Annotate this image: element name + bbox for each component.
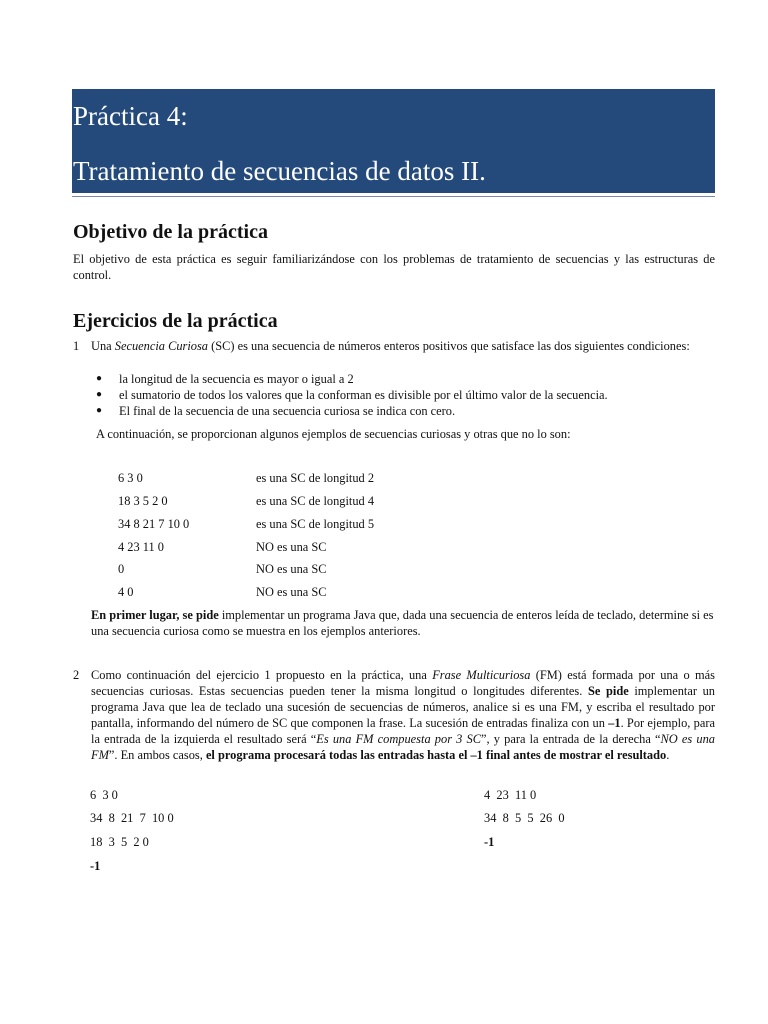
left-input-line: 6 3 0 bbox=[90, 788, 118, 802]
ex2-text: Como continuación del ejercicio 1 propuesto en la práctica, una bbox=[91, 668, 433, 682]
ex2-emphasis: Se pide bbox=[587, 684, 629, 698]
example-sequence: 34 8 21 7 10 0 bbox=[118, 517, 190, 531]
example-verdict: es una SC de longitud 2 bbox=[256, 471, 375, 485]
ex2-result-right: NO es una FM bbox=[91, 732, 715, 762]
bullet-icon: ● bbox=[96, 373, 103, 384]
exercise-1-intro-pre: Una bbox=[91, 339, 115, 353]
ex2-terminator: –1 bbox=[608, 716, 621, 730]
ex2-emphasis: el programa procesará todas las entradas hasta el –1 final antes de mostrar el resultado bbox=[205, 748, 667, 762]
exercises-heading: Ejercicios de la práctica bbox=[73, 310, 278, 332]
examples-intro: A continuación, se proporcionan algunos ejemplos de secuencias curiosas y otras que no lo son: bbox=[96, 427, 571, 441]
exercise-1-intro bbox=[91, 338, 715, 354]
ex2-text: . Por ejemplo, para la entrada de la izquierda el resultado será “ bbox=[91, 716, 715, 746]
ex2-term: Frase Multicuriosa bbox=[432, 668, 531, 682]
example-sequence: 4 23 11 0 bbox=[118, 540, 165, 554]
example-verdict: NO es una SC bbox=[256, 540, 327, 554]
condition-item-1: la longitud de la secuencia es mayor o igual a 2 bbox=[119, 372, 354, 386]
ex2-text: . bbox=[666, 748, 670, 762]
left-input-line: 34 8 21 7 10 0 bbox=[90, 811, 174, 825]
example-sequence: 6 3 0 bbox=[118, 471, 143, 485]
title-line-2: Tratamiento de secuencias de datos II. bbox=[73, 156, 486, 186]
ex2-text: implementar un programa Java que lea de teclado una sucesión de secuencias de números, analice si es una FM, y escriba el resultado por pantalla, informando del número de SC que componen la frase. La sucesión de entradas finaliza con un bbox=[91, 684, 715, 730]
exercise-1-intro-post: (SC) es una secuencia de números enteros positivos que satisface las dos siguientes condiciones: bbox=[208, 339, 690, 353]
condition-item-3: El final de la secuencia de una secuencia curiosa se indica con cero. bbox=[119, 404, 456, 418]
example-sequence: 18 3 5 2 0 bbox=[118, 494, 168, 508]
exercise-1-task-rest: implementar un programa Java que, dada una secuencia de enteros leída de teclado, determine si es una secuencia curiosa como se muestra en los ejemplos anteriores. bbox=[91, 608, 714, 638]
title-underline bbox=[72, 196, 715, 197]
bullet-icon: ● bbox=[96, 389, 103, 400]
example-verdict: es una SC de longitud 4 bbox=[256, 494, 375, 508]
left-input-terminator: -1 bbox=[90, 859, 101, 873]
example-sequence: 0 bbox=[118, 562, 125, 576]
exercise-2-statement bbox=[91, 667, 715, 763]
title-line-1: Práctica 4: bbox=[73, 101, 188, 131]
exercise-1-task-lead: En primer lugar, se pide bbox=[91, 608, 219, 622]
exercise-1-task bbox=[91, 607, 715, 639]
right-input-terminator: -1 bbox=[484, 835, 495, 849]
condition-item-2: el sumatorio de todos los valores que la conforman es divisible por el último valor de la secuencia. bbox=[119, 388, 608, 402]
objective-heading: Objetivo de la práctica bbox=[73, 221, 268, 243]
left-input-line: 18 3 5 2 0 bbox=[90, 835, 149, 849]
example-verdict: es una SC de longitud 5 bbox=[256, 517, 375, 531]
example-verdict: NO es una SC bbox=[256, 585, 327, 599]
example-verdict: NO es una SC bbox=[256, 562, 327, 576]
exercise-2-number: 2 bbox=[73, 668, 80, 682]
right-input-line: 4 23 11 0 bbox=[484, 788, 537, 802]
ex2-text: ”. En ambos casos, bbox=[108, 748, 206, 762]
example-sequence: 4 0 bbox=[118, 585, 134, 599]
title-banner bbox=[72, 89, 715, 193]
objective-text: El objetivo de esta práctica es seguir familiarizándose con los problemas de tratamiento de secuencias y las estructuras de control. bbox=[73, 252, 715, 282]
exercise-1-intro-term: Secuencia Curiosa bbox=[114, 339, 209, 353]
right-input-line: 34 8 5 5 26 0 bbox=[484, 811, 565, 825]
exercise-1-number: 1 bbox=[73, 339, 80, 353]
ex2-text: ”, y para la entrada de la derecha “ bbox=[481, 732, 661, 746]
ex2-text: (FM) está formada por una o más secuencias curiosas. Estas secuencias pueden tener la misma longitud o longitudes diferentes. bbox=[91, 668, 715, 698]
ex2-result-left: Es una FM compuesta por 3 SC bbox=[316, 732, 482, 746]
bullet-icon: ● bbox=[96, 405, 103, 416]
